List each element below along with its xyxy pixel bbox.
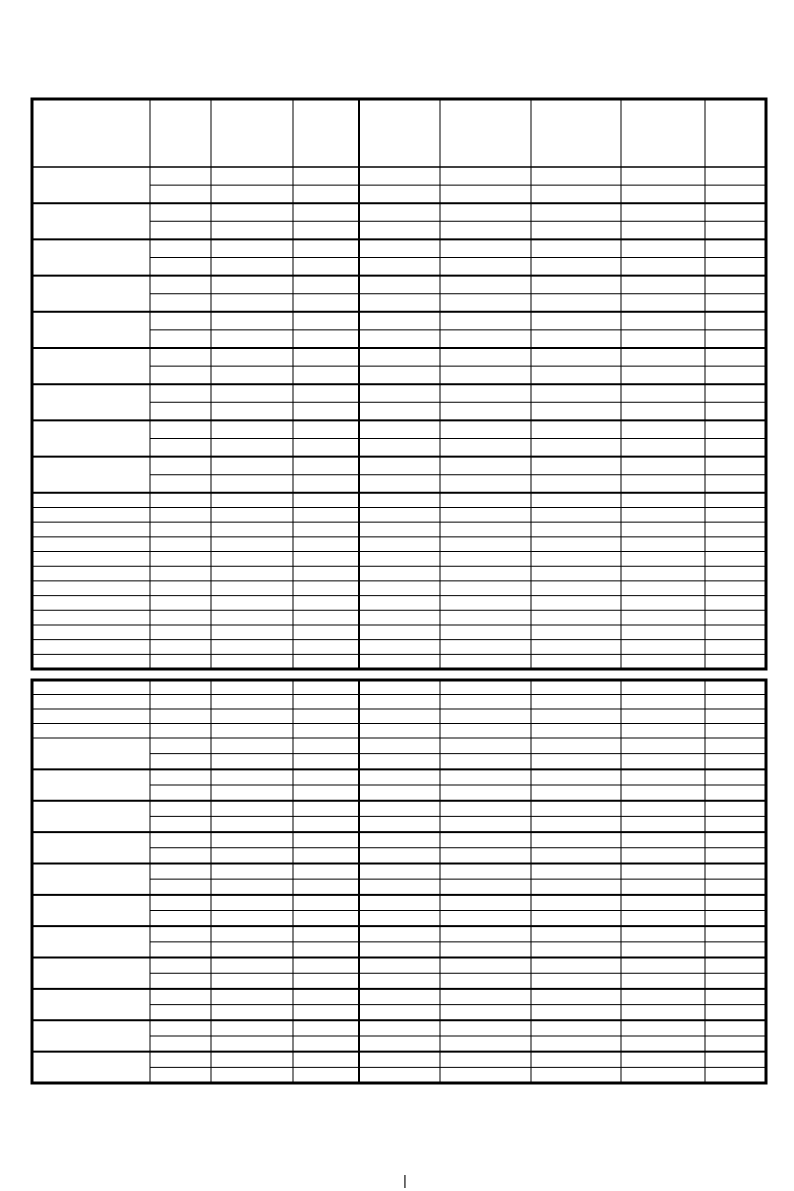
page-folio: | [403, 1172, 407, 1188]
lower-table [32, 680, 766, 1083]
lower-table-frame [32, 680, 766, 1083]
upper-table [32, 99, 766, 669]
